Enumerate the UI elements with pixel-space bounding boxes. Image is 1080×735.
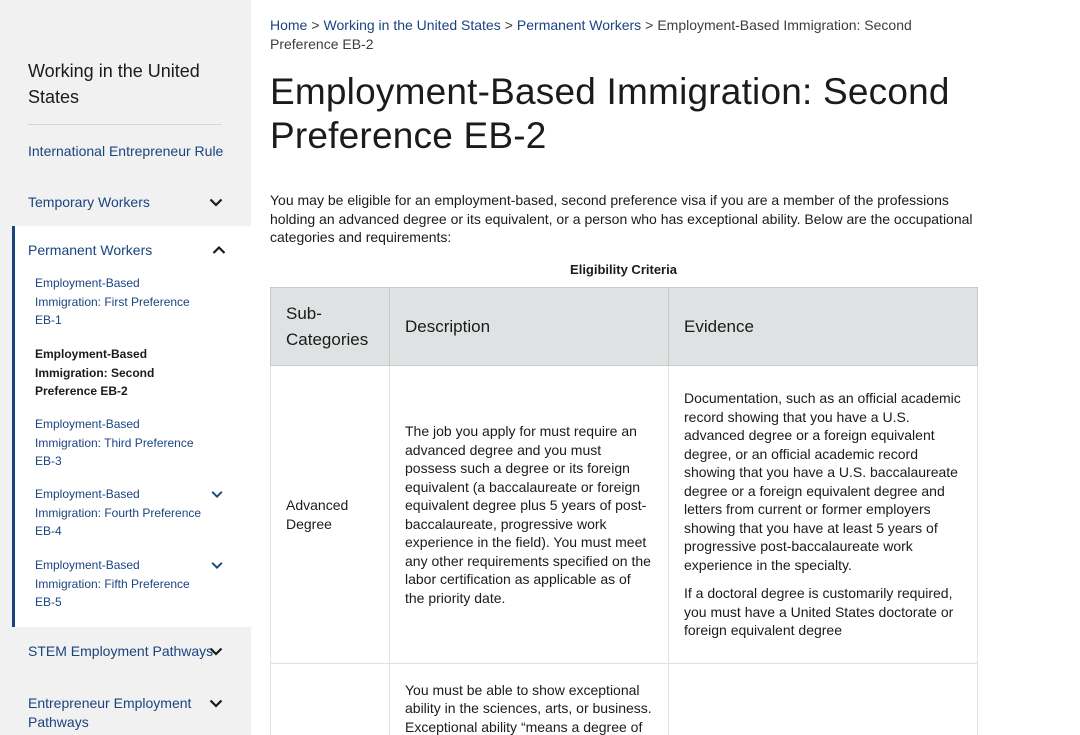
chevron-down-icon[interactable] xyxy=(208,643,224,659)
sidebar-subitem-eb4[interactable]: Employment-Based Immigration: Fourth Preference EB-4 xyxy=(35,487,202,538)
sidebar-item-permanent-workers[interactable] xyxy=(28,241,227,260)
cell-description: The job you apply for must require an advanced degree and you must possess such a degree or its foreign equivalent (a baccalaureate or foreign equivalent degree plus 5 years of post-baccalaureate, progressive work experience in the field). You must meet any other requirements specified on the labor certification as applicable as of the priority date. xyxy=(390,366,669,664)
sidebar-nav xyxy=(0,0,251,735)
sidebar-subitem-eb3[interactable]: Employment-Based Immigration: Third Preference EB-3 xyxy=(35,417,194,468)
chevron-down-icon[interactable] xyxy=(210,487,224,501)
sidebar-subitem-eb5[interactable]: Employment-Based Immigration: Fifth Preference EB-5 xyxy=(35,558,190,609)
sidebar-divider xyxy=(28,124,222,125)
sidebar-item-temporary-workers[interactable] xyxy=(28,193,224,212)
cell-subcategory xyxy=(271,664,390,735)
table-row xyxy=(271,664,978,735)
breadcrumb-separator: > xyxy=(645,17,654,33)
sidebar-item-entrepreneur-employment-pathways[interactable] xyxy=(28,694,224,732)
sidebar-item-international-entrepreneur-rule[interactable] xyxy=(28,142,224,161)
breadcrumb-link-working-in-us[interactable]: Working in the United States xyxy=(323,17,501,33)
table-row xyxy=(271,366,978,664)
sidebar-item-stem-employment-pathways[interactable] xyxy=(28,642,224,661)
permanent-workers-section xyxy=(12,226,251,627)
breadcrumb-separator: > xyxy=(504,17,513,33)
cell-description: You must be able to show exceptional ability in the sciences, arts, or business. Exceptional ability “means a degree of xyxy=(390,664,669,735)
breadcrumb-link-permanent-workers[interactable]: Permanent Workers xyxy=(516,17,642,33)
sidebar-subitem-eb1[interactable]: Employment-Based Immigration: First Preference EB-1 xyxy=(35,276,190,327)
intro-paragraph: You may be eligible for an employment-based, second preference visa if you are a member of the professions holding an advanced degree or its equivalent, or a person who has exceptional ability. Below are the occupational categories and requirements: xyxy=(270,192,973,245)
cell-evidence xyxy=(669,664,978,735)
breadcrumb xyxy=(270,16,950,54)
evidence-paragraph: Documentation, such as an official academic record showing that you have a U.S. advanced degree or a foreign equivalent degree, or an official academic record showing that you have a U.S. baccalaureate degree or a foreign equivalent degree and letters from current or former employers showing that you have at least 5 years of progressive post-baccalaureate work experience in the specialty. xyxy=(684,390,961,573)
sidebar-item-label: STEM Employment Pathways xyxy=(28,643,214,659)
sidebar-subitem-eb2[interactable]: Employment-Based Immigration: Second Preference EB-2 xyxy=(35,347,155,398)
chevron-up-icon[interactable] xyxy=(211,242,227,258)
chevron-down-icon[interactable] xyxy=(208,194,224,210)
table-caption: Eligibility Criteria xyxy=(570,262,677,277)
breadcrumb-current: Employment-Based Immigration: Second Preference EB-2 xyxy=(270,17,912,52)
column-header-subcategories: Sub-Categories xyxy=(271,288,390,366)
cell-subcategory: Advanced Degree xyxy=(271,366,390,664)
sidebar-item-label: International Entrepreneur Rule xyxy=(28,143,224,159)
breadcrumb-separator: > xyxy=(311,17,320,33)
chevron-down-icon[interactable] xyxy=(210,558,224,572)
sidebar-title[interactable]: Working in the United States xyxy=(28,61,200,107)
sidebar-item-label: Permanent Workers xyxy=(28,242,153,258)
chevron-down-icon[interactable] xyxy=(208,695,224,711)
column-header-evidence: Evidence xyxy=(669,288,978,366)
sidebar-item-label: Temporary Workers xyxy=(28,194,150,210)
breadcrumb-link-home[interactable]: Home xyxy=(270,17,308,33)
page-title: Employment-Based Immigration: Second Preference EB-2 xyxy=(270,71,950,156)
eligibility-criteria-table xyxy=(270,287,978,735)
sidebar-item-label: Entrepreneur Employment Pathways xyxy=(28,695,192,730)
evidence-paragraph: If a doctoral degree is customarily required, you must have a United States doctorate or foreign equivalent degree xyxy=(684,585,954,639)
cell-evidence xyxy=(669,366,978,664)
table-header-row xyxy=(271,288,978,366)
column-header-description: Description xyxy=(390,288,669,366)
